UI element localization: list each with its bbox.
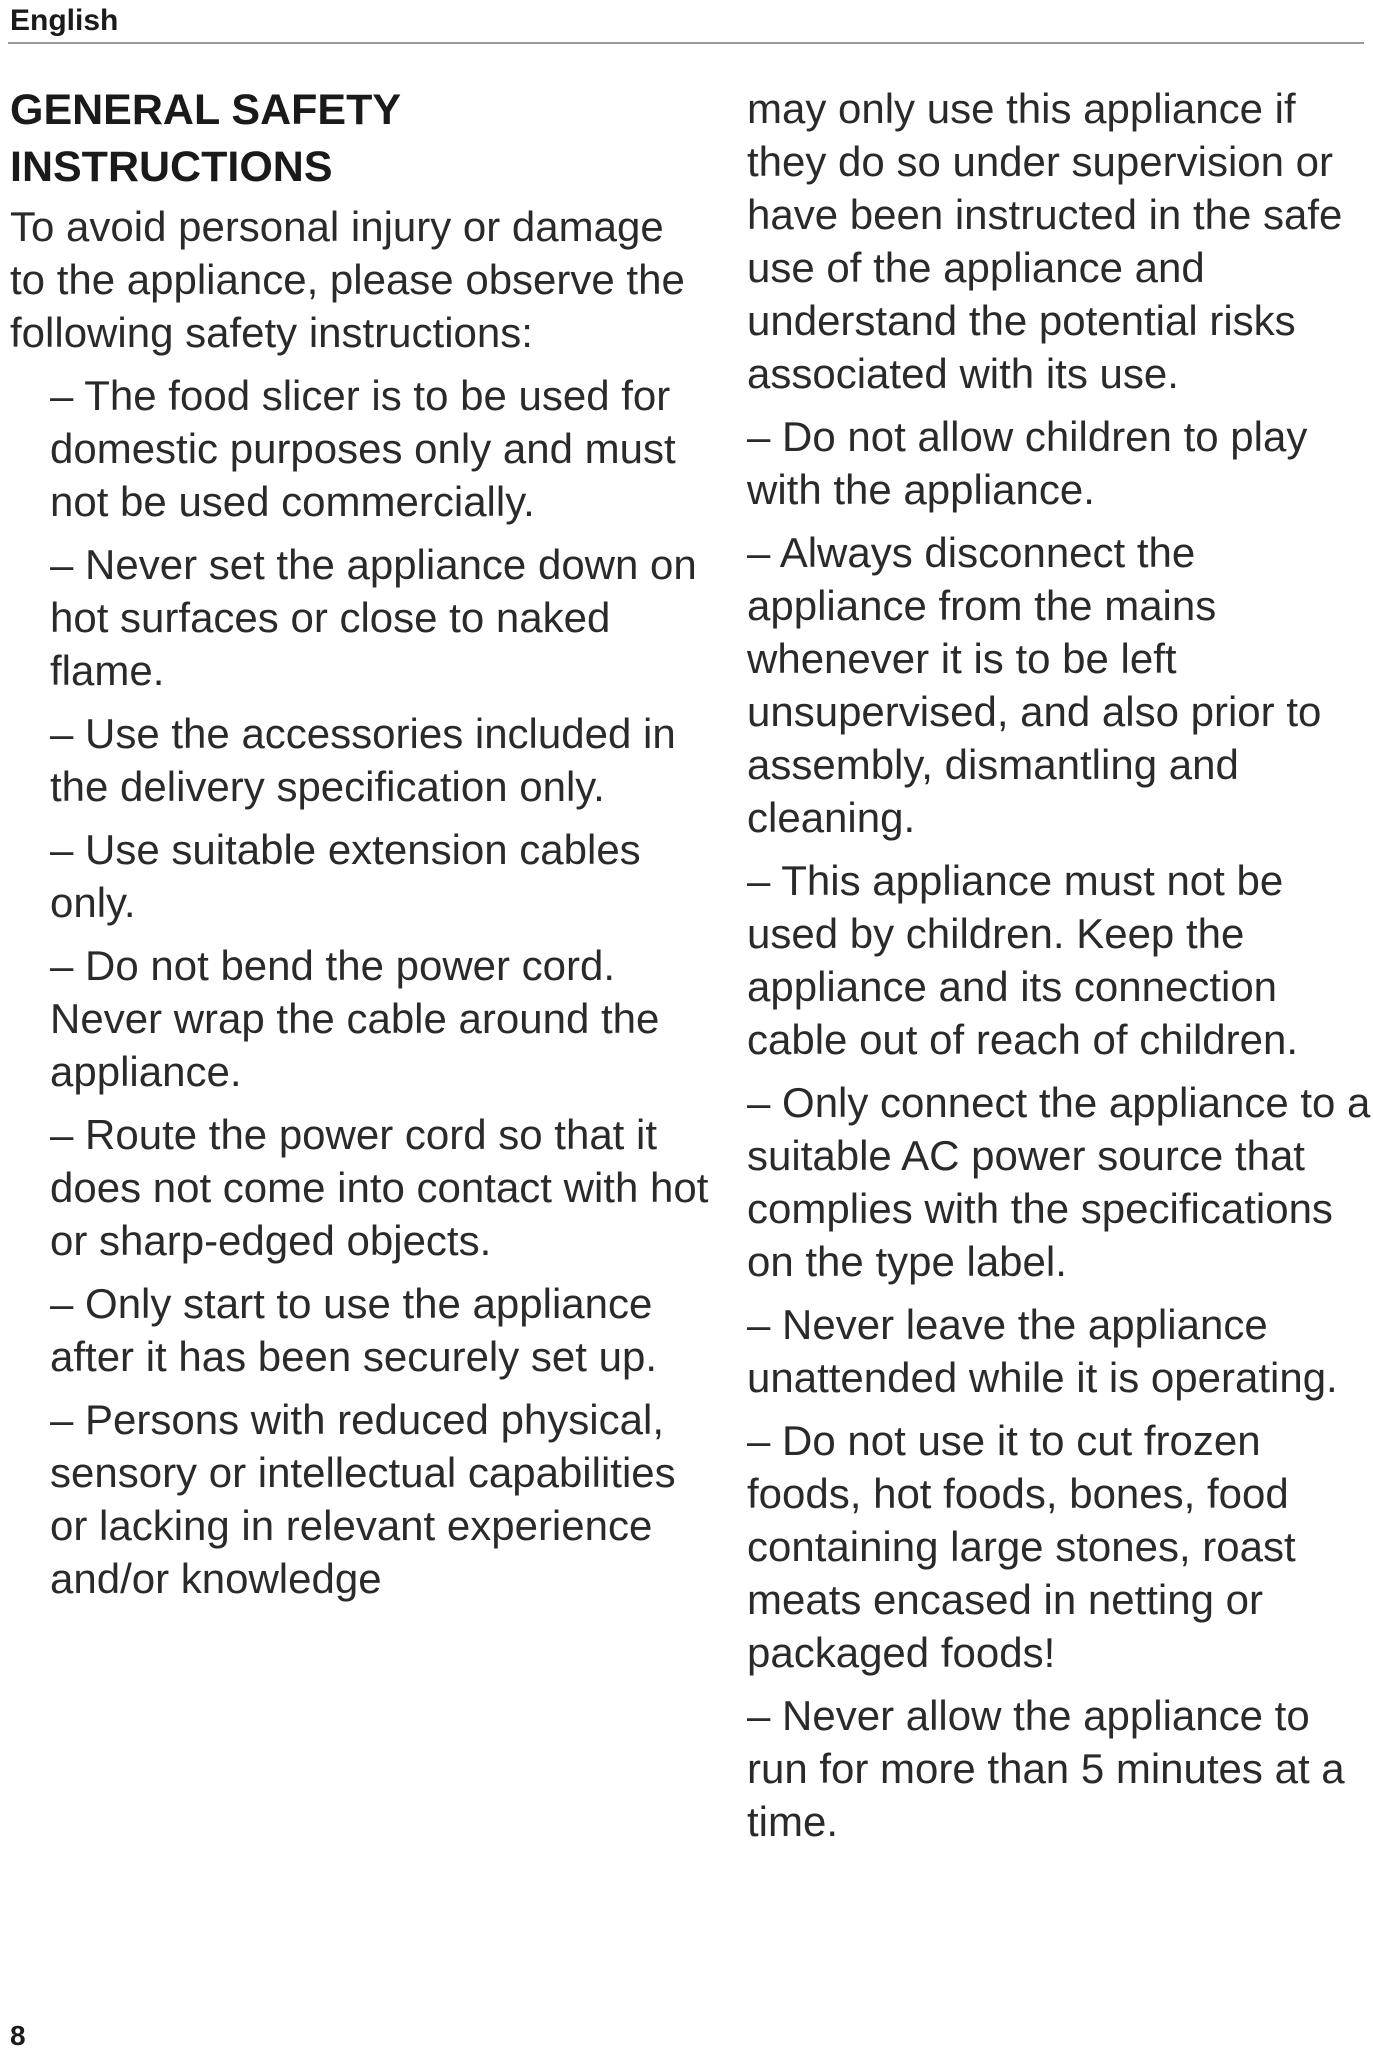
section-title xyxy=(10,82,710,196)
safety-item: – Route the power cord so that it does not come into contact with hot or sharp-edged objects. xyxy=(50,1111,709,1264)
safety-item: – Only start to use the appliance after it has been securely set up. xyxy=(50,1280,658,1380)
safety-item: – Never leave the appliance unattended while it is operating. xyxy=(747,1301,1338,1401)
right-column xyxy=(747,82,1372,1858)
page-number: 8 xyxy=(10,2020,26,2051)
safety-item: – Use the accessories included in the delivery specification only. xyxy=(50,710,676,810)
safety-item: – Use suitable extension cables only. xyxy=(50,826,641,926)
safety-item: – The food slicer is to be used for domestic purposes only and must not be used commercially. xyxy=(50,372,676,525)
safety-item-continued: may only use this appliance if they do so under supervision or have been instructed in the safe use of the appliance and understand the potential risks associated with its use. xyxy=(747,85,1343,397)
safety-item: – Do not use it to cut frozen foods, hot foods, bones, food containing large stones, roast meats encased in netting or packaged foods! xyxy=(747,1417,1296,1676)
section-title-line-1: GENERAL SAFETY xyxy=(10,86,402,134)
section-title-line-2: INSTRUCTIONS xyxy=(10,143,333,191)
intro-paragraph: To avoid personal injury or damage to the appliance, please observe the following safety instructions: xyxy=(10,203,685,356)
safety-item: – Do not bend the power cord. Never wrap the cable around the appliance. xyxy=(50,942,660,1095)
safety-item: – This appliance must not be used by children. Keep the appliance and its connection cable out of reach of children. xyxy=(747,857,1299,1063)
safety-item: – Do not allow children to play with the appliance. xyxy=(747,413,1308,513)
header-divider xyxy=(8,42,1364,44)
safety-item: – Always disconnect the appliance from the mains whenever it is to be left unsupervised, and also prior to assembly, dismantling and cleaning. xyxy=(747,529,1322,841)
safety-item: – Never allow the appliance to run for more than 5 minutes at a time. xyxy=(747,1692,1345,1845)
left-column xyxy=(10,82,710,1615)
safety-item: – Never set the appliance down on hot surfaces or close to naked flame. xyxy=(50,541,697,694)
language-label: English xyxy=(10,4,119,37)
safety-item: – Persons with reduced physical, sensory or intellectual capabilities or lacking in relevant experience and/or knowledge xyxy=(50,1396,676,1602)
safety-item: – Only connect the appliance to a suitable AC power source that complies with the specifications on the type label. xyxy=(747,1079,1371,1285)
